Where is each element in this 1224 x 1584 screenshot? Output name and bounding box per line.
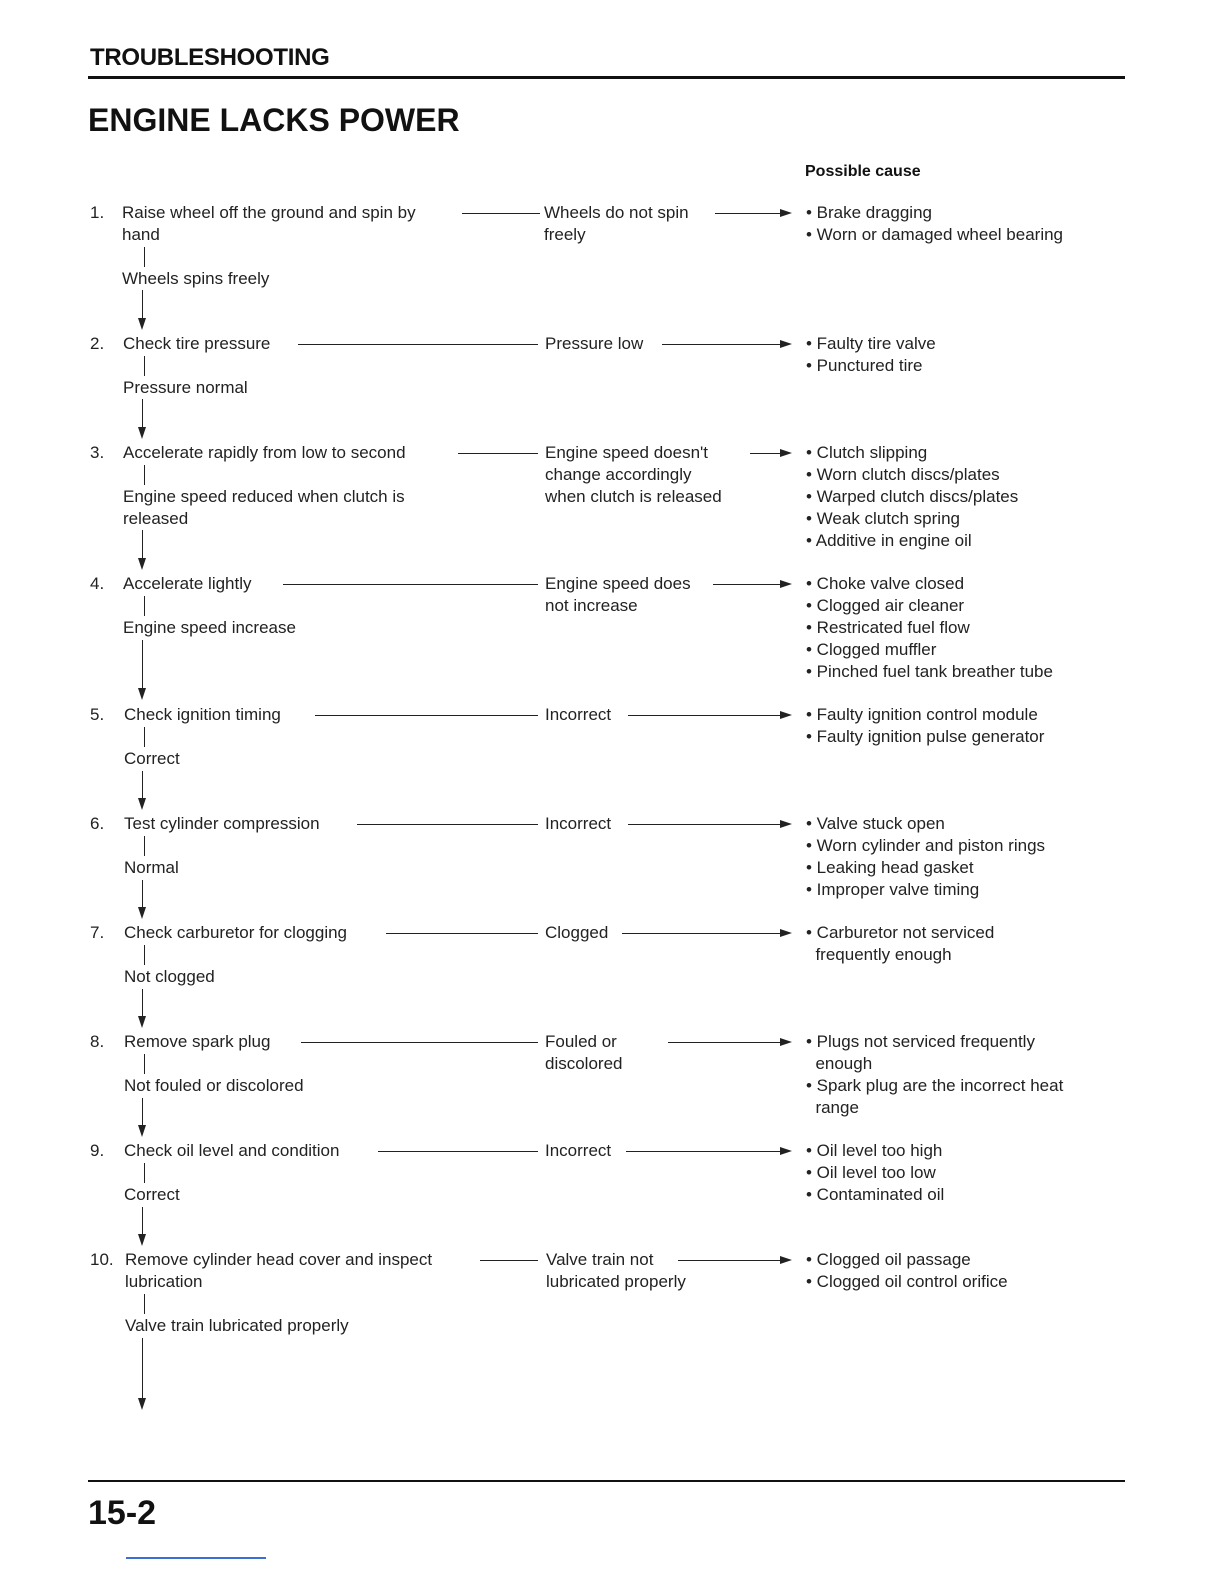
step-check: Remove cylinder head cover and inspect lubrication	[125, 1250, 433, 1291]
connector-line	[144, 247, 145, 267]
connector-line	[144, 465, 145, 485]
arrow-right-icon	[780, 929, 792, 937]
arrow-right-icon	[780, 820, 792, 828]
connector-line	[142, 771, 143, 798]
connector-line	[458, 453, 538, 454]
arrow-down-icon	[138, 688, 146, 700]
connector-line	[144, 1163, 145, 1183]
connector-line	[142, 399, 143, 427]
connector-line	[142, 1338, 143, 1398]
connector-line	[622, 933, 780, 934]
step-fail: Incorrect	[545, 705, 612, 724]
header-rule	[88, 76, 1125, 79]
step-ok: Wheels spins freely	[122, 269, 270, 288]
step-number: 5.	[90, 705, 105, 724]
cause-list: • Oil level too high • Oil level too low • Contaminated oil	[806, 1141, 945, 1204]
connector-line	[144, 945, 145, 965]
connector-line	[626, 1151, 780, 1152]
step-ok: Normal	[124, 858, 179, 877]
connector-line	[628, 824, 780, 825]
connector-line	[480, 1260, 538, 1261]
cause-list: • Faulty tire valve • Punctured tire	[806, 334, 936, 375]
connector-line	[144, 1054, 145, 1074]
connector-line	[144, 727, 145, 747]
cause-list: • Choke valve closed • Clogged air cleaner • Restricated fuel flow • Clogged muffler • Pinched fuel tank breather tube	[806, 574, 1053, 681]
connector-line	[142, 1207, 143, 1234]
step-number: 3.	[90, 443, 105, 462]
step-number: 6.	[90, 814, 105, 833]
step-fail: Wheels do not spin freely	[544, 203, 689, 244]
arrow-right-icon	[780, 209, 792, 217]
step-fail: Engine speed does not increase	[545, 574, 691, 615]
page-title: ENGINE LACKS POWER	[88, 102, 460, 138]
step-number: 4.	[90, 574, 105, 593]
connector-line	[628, 715, 780, 716]
connector-line	[142, 880, 143, 907]
step-fail: Engine speed doesn't change accordingly when clutch is released	[545, 443, 722, 506]
cause-list: • Clogged oil passage • Clogged oil control orifice	[806, 1250, 1008, 1291]
connector-line	[357, 824, 538, 825]
step-number: 1.	[90, 203, 105, 222]
step-fail: Clogged	[545, 923, 609, 942]
connector-line	[144, 836, 145, 856]
step-check: Accelerate lightly	[123, 574, 252, 593]
arrow-right-icon	[780, 711, 792, 719]
step-check: Raise wheel off the ground and spin by hand	[122, 203, 416, 244]
arrow-down-icon	[138, 907, 146, 919]
footer-underline	[126, 1557, 266, 1559]
connector-line	[713, 584, 780, 585]
step-number: 10.	[90, 1250, 114, 1269]
connector-line	[144, 1294, 145, 1314]
step-ok: Not fouled or discolored	[124, 1076, 304, 1095]
connector-line	[144, 596, 145, 616]
connector-line	[386, 933, 538, 934]
step-ok: Valve train lubricated properly	[125, 1316, 349, 1335]
step-check: Check carburetor for clogging	[124, 923, 348, 942]
connector-line	[142, 290, 143, 318]
arrow-right-icon	[780, 449, 792, 457]
cause-list: • Clutch slipping • Worn clutch discs/plates • Warped clutch discs/plates • Weak clutch spring • Additive in engine oil	[806, 443, 1019, 550]
step-ok: Not clogged	[124, 967, 215, 986]
arrow-down-icon	[138, 1125, 146, 1137]
cause-list: • Valve stuck open • Worn cylinder and piston rings • Leaking head gasket • Improper valve timing	[806, 814, 1046, 899]
connector-line	[298, 344, 538, 345]
step-fail: Pressure low	[545, 334, 644, 353]
section-title: TROUBLESHOOTING	[90, 44, 330, 71]
step-ok: Engine speed reduced when clutch is released	[123, 487, 405, 528]
connector-line	[144, 356, 145, 376]
step-check: Check oil level and condition	[124, 1141, 340, 1160]
step-check: Test cylinder compression	[124, 814, 320, 833]
connector-line	[715, 213, 780, 214]
connector-line	[283, 584, 538, 585]
connector-line	[142, 530, 143, 558]
connector-line	[378, 1151, 538, 1152]
step-ok: Correct	[124, 1185, 180, 1204]
step-number: 9.	[90, 1141, 105, 1160]
arrow-right-icon	[780, 1038, 792, 1046]
arrow-down-icon	[138, 318, 146, 330]
arrow-down-icon	[138, 427, 146, 439]
arrow-down-icon	[138, 798, 146, 810]
connector-line	[315, 715, 538, 716]
step-number: 7.	[90, 923, 105, 942]
arrow-right-icon	[780, 1256, 792, 1264]
arrow-down-icon	[138, 1398, 146, 1410]
step-check: Check tire pressure	[123, 334, 271, 353]
step-ok: Engine speed increase	[123, 618, 296, 637]
arrow-right-icon	[780, 580, 792, 588]
step-fail: Incorrect	[545, 1141, 612, 1160]
connector-line	[662, 344, 780, 345]
step-check: Accelerate rapidly from low to second	[123, 443, 406, 462]
connector-line	[301, 1042, 538, 1043]
step-ok: Pressure normal	[123, 378, 248, 397]
connector-line	[678, 1260, 780, 1261]
arrow-down-icon	[138, 1234, 146, 1246]
step-fail: Fouled or discolored	[545, 1032, 623, 1073]
connector-line	[462, 213, 540, 214]
page-number: 15-2	[88, 1494, 157, 1532]
connector-line	[750, 453, 780, 454]
connector-line	[142, 640, 143, 688]
arrow-down-icon	[138, 558, 146, 570]
possible-cause-header: Possible cause	[805, 163, 921, 180]
step-check: Remove spark plug	[124, 1032, 271, 1051]
step-check: Check ignition timing	[124, 705, 281, 724]
cause-list: • Brake dragging • Worn or damaged wheel bearing	[806, 203, 1064, 244]
cause-list: • Carburetor not serviced frequently enough	[806, 923, 995, 964]
step-fail: Valve train not lubricated properly	[546, 1250, 686, 1291]
arrow-right-icon	[780, 340, 792, 348]
cause-list: • Faulty ignition control module • Faulty ignition pulse generator	[806, 705, 1045, 746]
connector-line	[668, 1042, 780, 1043]
arrow-down-icon	[138, 1016, 146, 1028]
step-ok: Correct	[124, 749, 180, 768]
connector-line	[142, 989, 143, 1016]
step-fail: Incorrect	[545, 814, 612, 833]
connector-line	[142, 1098, 143, 1125]
arrow-right-icon	[780, 1147, 792, 1155]
cause-list: • Plugs not serviced frequently enough • Spark plug are the incorrect heat range	[806, 1032, 1064, 1117]
footer-rule	[88, 1480, 1125, 1482]
step-number: 2.	[90, 334, 105, 353]
step-number: 8.	[90, 1032, 105, 1051]
